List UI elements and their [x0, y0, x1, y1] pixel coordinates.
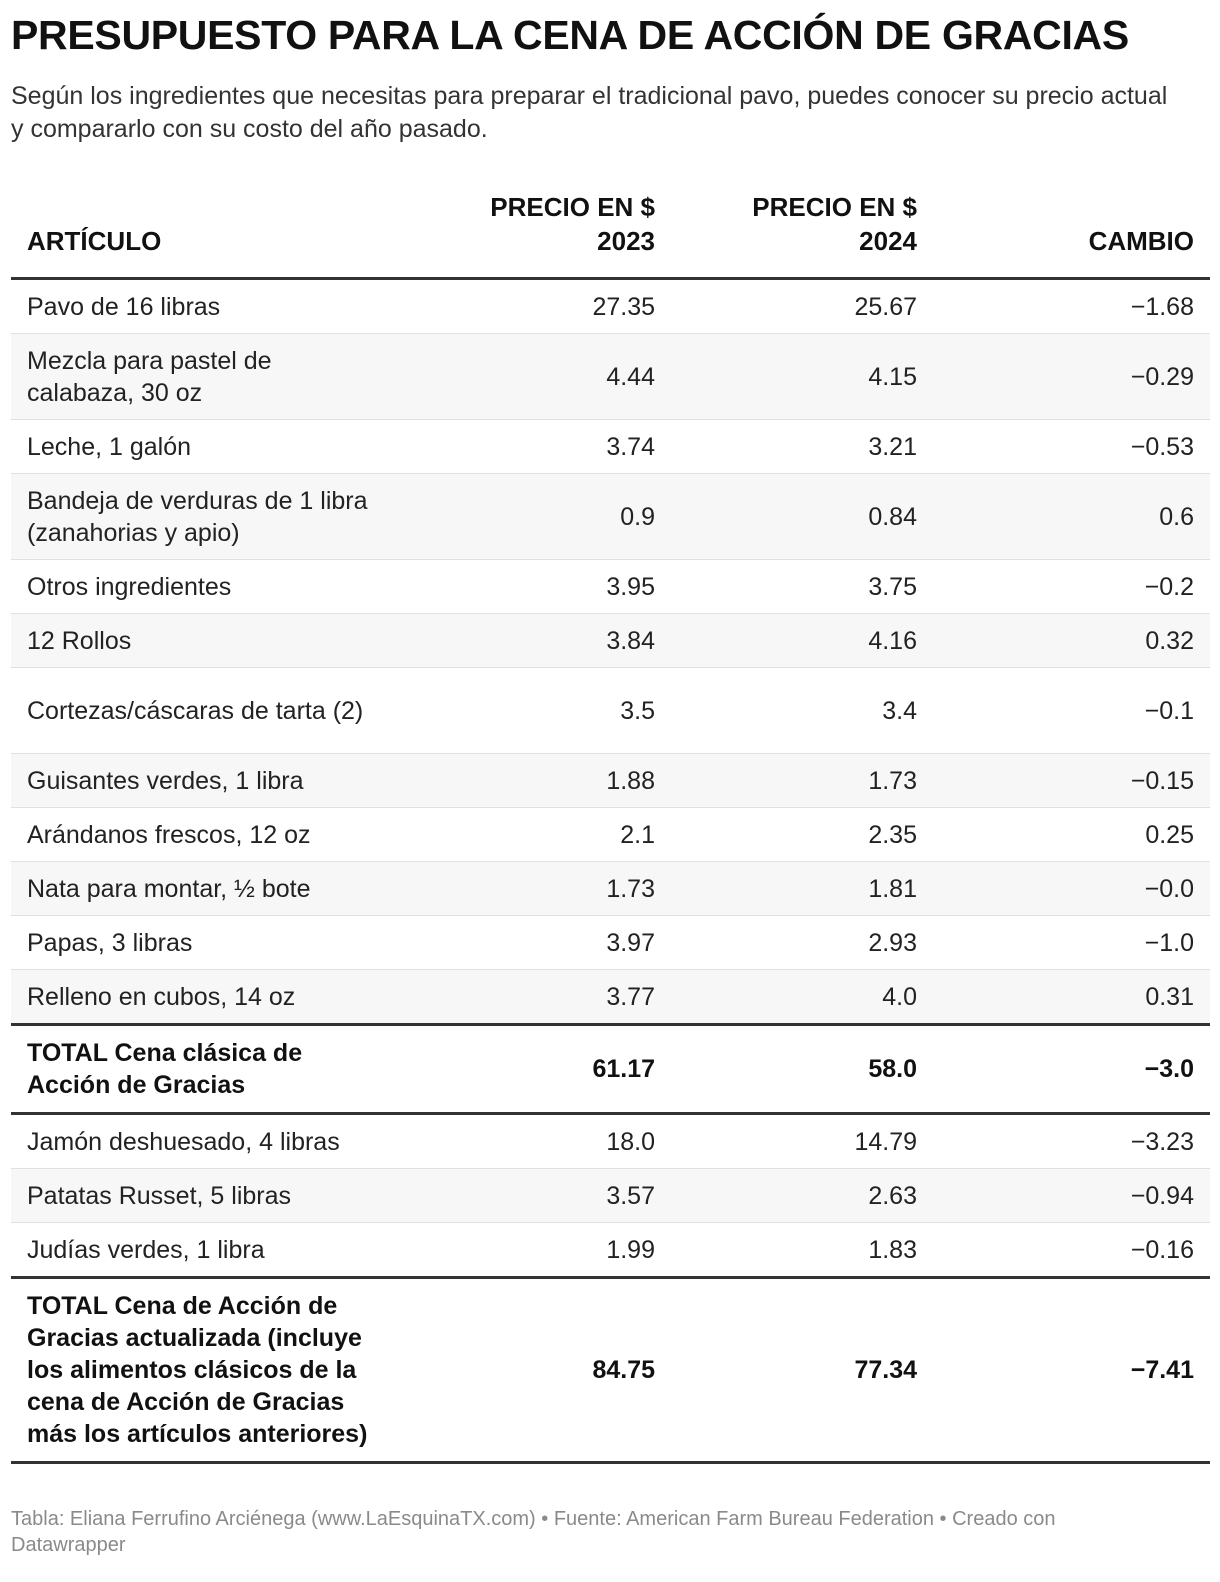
header-row	[11, 190, 1210, 279]
table-row	[11, 420, 1210, 474]
price-2024-cell: 2.93	[671, 916, 933, 970]
change-cell: −0.29	[933, 334, 1210, 420]
price-2023-cell: 3.95	[401, 560, 671, 614]
price-2024-cell: 25.67	[671, 279, 933, 334]
item-cell: TOTAL Cena clásica de Acción de Gracias	[11, 1025, 401, 1114]
price-2024-cell: 4.15	[671, 334, 933, 420]
price-table	[11, 190, 1210, 1464]
item-cell: Cortezas/cáscaras de tarta (2)	[11, 668, 401, 754]
price-2024-cell: 2.35	[671, 808, 933, 862]
price-2023-cell: 3.5	[401, 668, 671, 754]
price-2023-cell: 1.73	[401, 862, 671, 916]
column-header-item[interactable]	[11, 190, 401, 279]
item-cell: Nata para montar, ½ bote	[11, 862, 401, 916]
price-2023-cell: 4.44	[401, 334, 671, 420]
table-row	[11, 279, 1210, 334]
chart-title: PRESUPUESTO PARA LA CENA DE ACCIÓN DE GRACIAS	[11, 12, 1129, 58]
price-2024-cell: 1.73	[671, 754, 933, 808]
change-cell: −0.16	[933, 1223, 1210, 1278]
price-2023-cell: 1.88	[401, 754, 671, 808]
price-2024-cell: 1.83	[671, 1223, 933, 1278]
price-2023-cell: 84.75	[401, 1278, 671, 1463]
price-2023-cell: 27.35	[401, 279, 671, 334]
chart-subtitle: Según los ingredientes que necesitas para preparar el tradicional pavo, puedes conocer su precio actual y compararlo con su costo del año pasado.	[11, 82, 1168, 143]
change-cell: −0.0	[933, 862, 1210, 916]
price-2023-cell: 3.57	[401, 1169, 671, 1223]
change-cell: −0.53	[933, 420, 1210, 474]
change-cell: −3.0	[933, 1025, 1210, 1114]
item-cell: Bandeja de verduras de 1 libra (zanahorias y apio)	[11, 474, 401, 560]
change-cell: −7.41	[933, 1278, 1210, 1463]
price-2024-cell: 4.16	[671, 614, 933, 668]
item-cell: Patatas Russet, 5 libras	[11, 1169, 401, 1223]
table-row	[11, 1169, 1210, 1223]
price-2024-cell: 58.0	[671, 1025, 933, 1114]
change-cell: 0.25	[933, 808, 1210, 862]
item-cell: TOTAL Cena de Acción de Gracias actualizada (incluye los alimentos clásicos de la cena de Acción de Gracias más los artículos anteriores)	[11, 1278, 401, 1463]
column-header-price-2024-line1: PRECIO EN $	[752, 192, 917, 222]
chart-footer: Tabla: Eliana Ferrufino Arciénega (www.LaEsquinaTX.com) • Fuente: American Farm Bureau Federation • Creado con Datawrapper	[11, 1508, 1056, 1556]
price-2024-cell: 0.84	[671, 474, 933, 560]
price-2024-cell: 3.21	[671, 420, 933, 474]
item-cell: Arándanos frescos, 12 oz	[11, 808, 401, 862]
table-row	[11, 970, 1210, 1025]
table-row	[11, 1223, 1210, 1278]
price-2023-cell: 3.77	[401, 970, 671, 1025]
table-row	[11, 862, 1210, 916]
item-cell: Papas, 3 libras	[11, 916, 401, 970]
price-2023-cell: 61.17	[401, 1025, 671, 1114]
change-cell: −1.0	[933, 916, 1210, 970]
table-row	[11, 560, 1210, 614]
total-row	[11, 1025, 1210, 1114]
item-cell: Jamón deshuesado, 4 libras	[11, 1114, 401, 1169]
table-body	[11, 279, 1210, 1463]
table-row	[11, 916, 1210, 970]
column-header-price-2024[interactable]	[671, 190, 933, 279]
price-2024-cell: 14.79	[671, 1114, 933, 1169]
change-cell: 0.6	[933, 474, 1210, 560]
change-cell: 0.32	[933, 614, 1210, 668]
column-header-price-2023-line1: PRECIO EN $	[490, 192, 655, 222]
item-cell: Judías verdes, 1 libra	[11, 1223, 401, 1278]
item-cell: Otros ingredientes	[11, 560, 401, 614]
column-header-change[interactable]	[933, 190, 1210, 279]
item-cell: Guisantes verdes, 1 libra	[11, 754, 401, 808]
table-row	[11, 808, 1210, 862]
change-cell: −0.15	[933, 754, 1210, 808]
item-cell: Mezcla para pastel de calabaza, 30 oz	[11, 334, 401, 420]
price-2023-cell: 18.0	[401, 1114, 671, 1169]
change-cell: −3.23	[933, 1114, 1210, 1169]
column-header-price-2023[interactable]	[401, 190, 671, 279]
table-header	[11, 190, 1210, 279]
table-row	[11, 1114, 1210, 1169]
price-2023-cell: 1.99	[401, 1223, 671, 1278]
item-cell: 12 Rollos	[11, 614, 401, 668]
price-2024-cell: 2.63	[671, 1169, 933, 1223]
table-row	[11, 668, 1210, 754]
total-row	[11, 1278, 1210, 1463]
price-2023-cell: 2.1	[401, 808, 671, 862]
price-2024-cell: 3.4	[671, 668, 933, 754]
column-header-item-line: ARTÍCULO	[27, 226, 162, 256]
column-header-change-line: CAMBIO	[1088, 226, 1194, 256]
price-2023-cell: 3.84	[401, 614, 671, 668]
change-cell: 0.31	[933, 970, 1210, 1025]
table-row	[11, 334, 1210, 420]
price-2024-cell: 77.34	[671, 1278, 933, 1463]
table-row	[11, 614, 1210, 668]
item-cell: Pavo de 16 libras	[11, 279, 401, 334]
change-cell: −0.94	[933, 1169, 1210, 1223]
item-cell: Leche, 1 galón	[11, 420, 401, 474]
price-2023-cell: 3.97	[401, 916, 671, 970]
price-2024-cell: 4.0	[671, 970, 933, 1025]
table-row	[11, 754, 1210, 808]
price-2024-cell: 3.75	[671, 560, 933, 614]
column-header-price-2023-line2: 2023	[597, 226, 655, 256]
item-cell: Relleno en cubos, 14 oz	[11, 970, 401, 1025]
change-cell: −0.1	[933, 668, 1210, 754]
price-2024-cell: 1.81	[671, 862, 933, 916]
table-row	[11, 474, 1210, 560]
price-2023-cell: 3.74	[401, 420, 671, 474]
column-header-price-2024-line2: 2024	[859, 226, 917, 256]
price-2023-cell: 0.9	[401, 474, 671, 560]
change-cell: −0.2	[933, 560, 1210, 614]
change-cell: −1.68	[933, 279, 1210, 334]
